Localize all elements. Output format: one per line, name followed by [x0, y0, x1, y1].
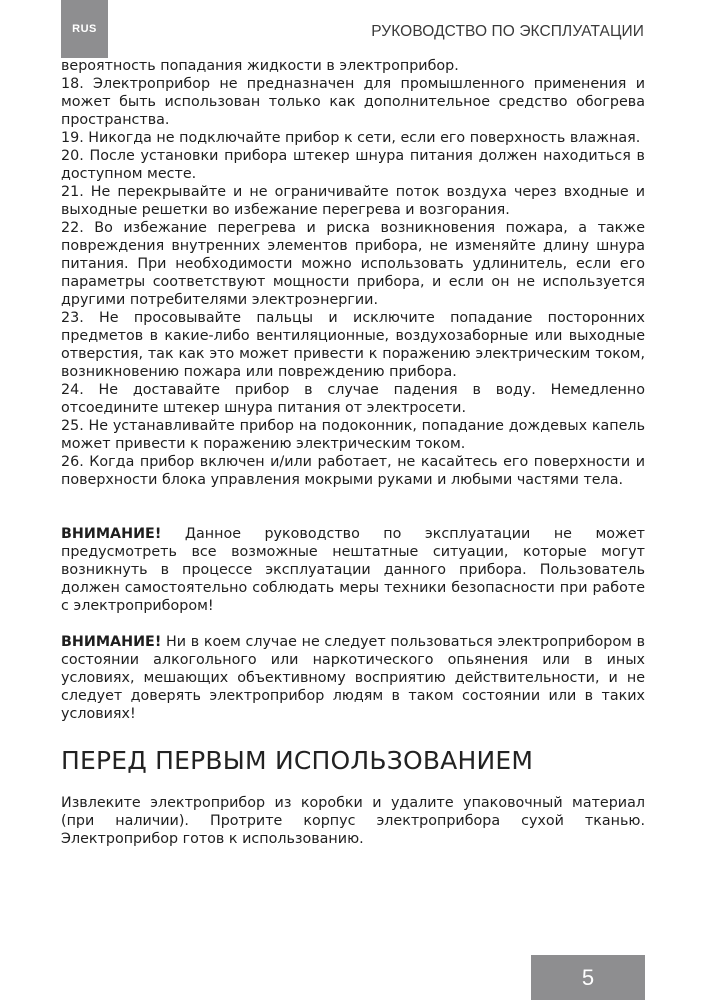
instruction-26: 26. Когда прибор включен и/или работает, не касайтесь его поверхности и поверхности блока управления мокрыми руками и любыми частями тела.	[61, 454, 645, 488]
page-number: 5	[581, 964, 595, 990]
instruction-18: 18. Электроприбор не предназначен для промышленного применения и может быть использован только как дополнительное средство обогрева пространства.	[61, 76, 645, 128]
warning-paragraph-2	[61, 633, 645, 723]
warning-label: ВНИМАНИЕ!	[61, 634, 162, 650]
paragraph-continuation: вероятность попадания жидкости в электроприбор.	[61, 58, 459, 74]
instruction-22: 22. Во избежание перегрева и риска возникновения пожара, а также повреждения внутренних элементов прибора, не изменяйте длину шнура питания. При необходимости можно использовать удлинитель, если его параметры соответствуют мощности прибора, и если он не используется другими потребителями электроэнергии.	[61, 220, 645, 308]
instruction-20: 20. После установки прибора штекер шнура питания должен находиться в доступном месте.	[61, 148, 645, 182]
language-tab	[61, 0, 108, 58]
warning-label: ВНИМАНИЕ!	[61, 526, 162, 542]
instruction-21: 21. Не перекрывайте и не ограничивайте поток воздуха через входные и выходные решетки во избежание перегрева и возгорания.	[61, 184, 645, 218]
instruction-24: 24. Не доставайте прибор в случае падения в воду. Немедленно отсоедините штекер шнура питания от электросети.	[61, 382, 645, 416]
section-text: Извлеките электроприбор из коробки и удалите упаковочный материал (при наличии). Протрите корпус электроприбора сухой тканью. Электроприбор готов к использованию.	[61, 795, 645, 847]
language-label: RUS	[72, 23, 97, 35]
warning-text: Ни в коем случае не следует пользоваться электроприбором в состоянии алкогольного или наркотического опьянения или в иных условиях, мешающих объективному восприятию действительности, и не следует доверять электроприбор людям в таком состоянии или в таких условиях!	[61, 634, 645, 722]
warning-text: Данное руководство по эксплуатации не может предусмотреть все возможные нештатные ситуации, которые могут возникнуть в процессе эксплуатации данного прибора. Пользователь должен самостоятельно соблюдать меры техники безопасности при работе с электроприбором!	[61, 526, 645, 614]
page-number-box	[531, 955, 645, 1000]
instruction-25: 25. Не устанавливайте прибор на подоконник, попадание дождевых капель может привести к поражению электрическим током.	[61, 418, 645, 452]
section-heading: ПЕРЕД ПЕРВЫМ ИСПОЛЬЗОВАНИЕМ	[61, 746, 534, 775]
page-content	[61, 57, 645, 848]
warning-paragraph-1	[61, 525, 645, 615]
page-header-title: РУКОВОДСТВО ПО ЭКСПЛУАТАЦИИ	[371, 23, 644, 40]
instruction-19: 19. Никогда не подключайте прибор к сети, если его поверхность влажная.	[61, 130, 641, 146]
instruction-23: 23. Не просовывайте пальцы и исключите попадание посторонних предметов в какие-либо вентиляционные, воздухозаборные или выходные отверстия, так как это может привести к поражению электрическим током, возникновению пожара или повреждению прибора.	[61, 310, 645, 380]
